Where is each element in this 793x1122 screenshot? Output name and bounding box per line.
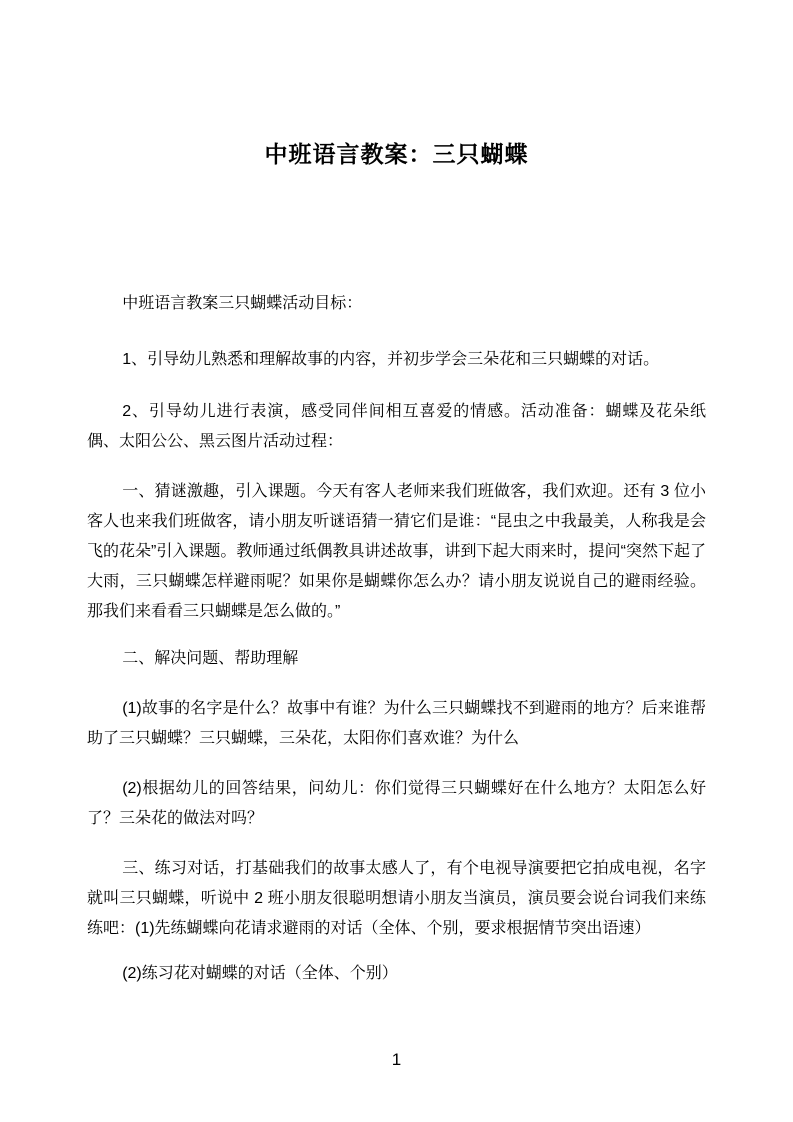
document-body xyxy=(0,289,793,989)
paragraph-objective-2: 2、引导幼儿进行表演，感受同伴间相互喜爱的情感。活动准备：蝴蝶及花朵纸偶、太阳公公、黑云图片活动过程： xyxy=(87,403,706,450)
paragraph-section-1-riddle-intro: 一、猜谜激趣，引入课题。今天有客人老师来我们班做客，我们欢迎。还有 3 位小客人也来我们班做客，请小朋友听谜语猜一猜它们是谁：“昆虫之中我最美，人称我是会飞的花朵”引入课题。教师通过纸偶教具讲述故事，讲到下起大雨来时，提问“突然下起了大雨，三只蝴蝶怎样避雨呢？如果你是蝴蝶你怎么办？请小朋友说说自己的避雨经验。那我们来看看三只蝴蝶是怎么做的。” xyxy=(87,483,706,620)
paragraph-section-3-dialogue-practice: 三、练习对话，打基础我们的故事太感人了，有个电视导演要把它拍成电视，名字就叫三只蝴蝶，听说中 2 班小朋友很聪明想请小朋友当演员，演员要会说台词我们来练练吧：(1)先练蝴蝶向花请求避雨的对话（全体、个别，要求根据情节突出语速） xyxy=(87,860,706,937)
paragraph-question-2: (2)根据幼儿的回答结果，问幼儿：你们觉得三只蝴蝶好在什么地方？太阳怎么好了？三朵花的做法对吗？ xyxy=(87,780,706,827)
paragraph-practice-2: (2)练习花对蝴蝶的对话（全体、个别） xyxy=(122,965,398,982)
document-title xyxy=(0,138,793,170)
page-number: 1 xyxy=(391,1050,402,1069)
paragraph-objective-1: 1、引导幼儿熟悉和理解故事的内容，并初步学会三朵花和三只蝴蝶的对话。 xyxy=(122,351,660,368)
paragraph-activity-goal: 中班语言教案三只蝴蝶活动目标： xyxy=(122,295,363,312)
document-title-text: 中班语言教案：三只蝴蝶 xyxy=(264,141,529,167)
paragraph-question-1: (1)故事的名字是什么？故事中有谁？为什么三只蝴蝶找不到避雨的地方？后来谁帮助了三只蝴蝶？三只蝴蝶，三朵花，太阳你们喜欢谁？为什么 xyxy=(87,700,706,747)
paragraph-section-2-heading: 二、解决问题、帮助理解 xyxy=(122,650,299,667)
